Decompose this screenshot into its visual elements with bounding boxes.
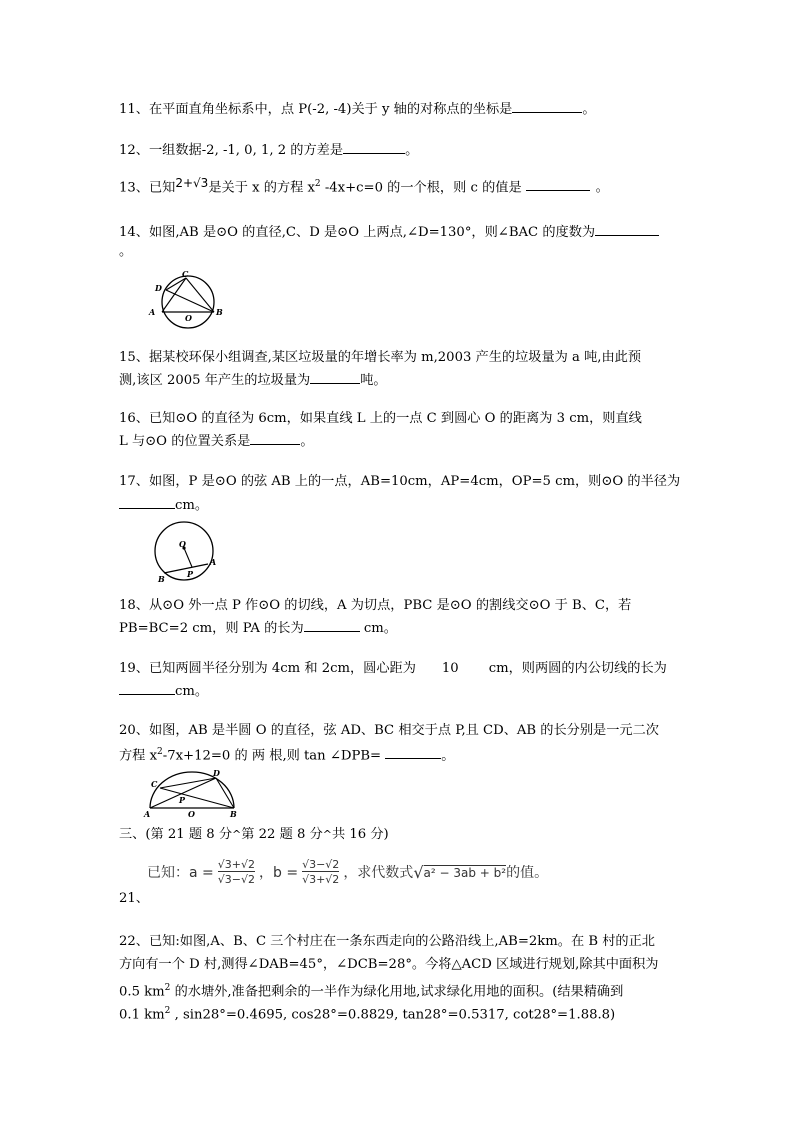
- question-19-text-2: cm，则两圆的内公切线的长为: [488, 661, 667, 676]
- question-20-end: 。: [441, 748, 455, 764]
- fraction-b-numerator: √3−√2: [302, 858, 340, 871]
- answer-blank: [310, 370, 360, 384]
- question-13-end: 。: [595, 180, 609, 196]
- question-11: [119, 99, 596, 119]
- caret-icon: ^: [322, 828, 332, 841]
- fraction-a-denominator: √3−√2: [217, 873, 255, 886]
- question-22-text-3a: 0.5 km: [119, 984, 165, 1000]
- question-20-text: 20、如图，AB 是半圆 O 的直径，弦 AD、BC 相交于点 P,且 CD、AB 的长分别是一元二次: [119, 723, 659, 738]
- answer-blank: [385, 745, 441, 759]
- question-22-text-4a: 0.1 km: [119, 1007, 165, 1023]
- question-22-text-1: 22、已知:如图,A、B、C 三个村庄在一条东西走向的公路沿线上,AB=2km。在 B 村的正北: [119, 934, 655, 949]
- label-c: C: [151, 779, 158, 789]
- question-16-text: 16、已知⊙O 的直径为 6cm，如果直线 L 上的一点 C 到圆心 O 的距离为 3 cm，则直线: [119, 411, 642, 426]
- exponent: 2: [164, 1006, 171, 1016]
- question-19-line-1: [119, 660, 667, 678]
- question-16-end: 。: [300, 434, 314, 449]
- question-22-line-1: [119, 933, 655, 951]
- root-expression: 2+√3: [175, 176, 209, 191]
- question-15-text: 15、据某校环保小组调查,某区垃圾量的年增长率为 m,2003 产生的垃圾量为 a 吨,由此预: [119, 350, 642, 365]
- section-3-mid: 第 22 题 8 分: [241, 827, 323, 842]
- figure-q14-circle: [146, 268, 226, 334]
- fraction-b-denominator: √3+√2: [302, 873, 340, 886]
- exponent: 2: [314, 179, 321, 189]
- chord-cd: [160, 778, 216, 788]
- question-22-text-2: 方向有一个 D 村,测得∠DAB=45°，∠DCB=28°。今将△ACD 区域进行规划,除其中面积为: [119, 957, 659, 972]
- question-13-mid: 是关于 x 的方程 x: [208, 180, 315, 196]
- question-15-text-2: 测,该区 2005 年产生的垃圾量为: [119, 373, 311, 388]
- fraction-b: [302, 858, 339, 886]
- question-16-line-1: [119, 410, 642, 428]
- radicand-expression: a² − 3ab + b²: [423, 865, 507, 880]
- question-22-line-4: [119, 1002, 615, 1024]
- question-16-text-2: L 与⊙O 的位置关系是: [119, 434, 251, 449]
- label-b: B: [158, 574, 165, 584]
- question-14-line-2: [119, 243, 132, 261]
- question-22-text-4b: , sin28°=0.4695, cos28°=0.8829, tan28°=0.5317, cot28°=1.88.8): [170, 1007, 616, 1023]
- label-o: O: [188, 809, 195, 818]
- answer-blank: [512, 99, 582, 113]
- question-14-end: 。: [119, 244, 133, 259]
- answer-blank: [526, 177, 590, 191]
- question-19-end: cm。: [175, 684, 209, 699]
- question-15-end: 吨。: [360, 373, 387, 388]
- sqrt-icon: √: [413, 862, 424, 882]
- label-a: A: [210, 557, 217, 567]
- question-21-label: 21、: [119, 891, 149, 906]
- caret-icon: ^: [232, 828, 242, 841]
- question-17-line-2: [119, 495, 208, 515]
- question-20-line-2: [119, 743, 454, 765]
- b-label: ，b =: [259, 865, 299, 881]
- label-p: P: [179, 795, 186, 805]
- question-20-line-1: [119, 722, 659, 740]
- question-20-text-3: -7x+12=0 的 两 根,则 tan ∠DPB=: [162, 748, 386, 764]
- chord-cb: [186, 278, 214, 312]
- question-20-text-2: 方程 x: [119, 748, 158, 764]
- question-18-text: 18、从⊙O 外一点 P 作⊙O 的切线，A 为切点，PBC 是⊙O 的割线交⊙O 于 B、C，若: [119, 598, 632, 613]
- question-18-line-2: [119, 618, 397, 638]
- question-17-end: cm。: [175, 498, 209, 513]
- label-o: O: [179, 539, 186, 549]
- chord-db: [166, 290, 214, 312]
- question-13-pre: 13、已知: [119, 180, 176, 196]
- fraction-a: [218, 858, 255, 886]
- fraction-a-numerator: √3+√2: [217, 858, 255, 871]
- question-21-expression: [147, 850, 548, 894]
- question-19-line-2: [119, 681, 208, 701]
- question-14-text: 14、如图,AB 是⊙O 的直径,C、D 是⊙O 上两点,∠D=130°，则∠BAC 的度数为: [119, 225, 596, 240]
- tail-text: 的值。: [506, 865, 549, 881]
- label-p: P: [187, 569, 194, 579]
- question-17-line-1: [119, 473, 680, 491]
- segment-op: [184, 548, 192, 567]
- label-d: D: [155, 283, 162, 293]
- question-17-text: 17、如图，P 是⊙O 的弦 AB 上的一点，AB=10cm，AP=4cm，OP=5 cm，则⊙O 的半径为: [119, 474, 681, 489]
- question-22-line-3: [119, 979, 623, 1001]
- figure-q17-circle: [150, 517, 220, 585]
- answer-blank: [119, 681, 175, 695]
- question-16-line-2: [119, 431, 314, 451]
- chord-ab: [164, 564, 208, 573]
- question-15-line-1: [119, 349, 641, 367]
- circle-o: [155, 522, 213, 580]
- question-12-text: 12、一组数据-2, -1, 0, 1, 2 的方差是: [119, 143, 344, 158]
- given-label: 已知：a =: [147, 865, 214, 881]
- question-22-line-2: [119, 956, 658, 974]
- chord-ac: [162, 278, 186, 312]
- label-a: A: [144, 809, 151, 818]
- label-o: O: [185, 313, 192, 323]
- question-14-line-1: [119, 222, 659, 242]
- exponent: 2: [164, 983, 171, 993]
- section-3-title: 三、(第 21 题 8 分: [119, 827, 233, 842]
- question-11-text: 11、在平面直角坐标系中，点 P(-2, -4)关于 y 轴的对称点的坐标是: [119, 102, 513, 117]
- label-c: C: [182, 269, 189, 279]
- question-12: [119, 140, 418, 160]
- question-13-post: -4x+c=0 的一个根，则 c 的值是: [320, 180, 522, 196]
- answer-blank: [343, 140, 405, 154]
- label-a: A: [149, 307, 156, 317]
- answer-blank: [304, 618, 360, 632]
- label-d: D: [213, 768, 220, 778]
- question-18-line-1: [119, 597, 631, 615]
- question-18-text-2: PB=BC=2 cm，则 PA 的长为: [119, 621, 304, 636]
- label-b: B: [216, 307, 223, 317]
- ask-text: ，求代数式: [343, 865, 414, 881]
- question-18-end: cm。: [359, 621, 397, 636]
- answer-blank: [119, 495, 175, 509]
- question-22-text-3b: 的水塘外,准备把剩余的一半作为绿化用地,试求绿化用地的面积。(结果精确到: [170, 984, 624, 1000]
- label-b: B: [230, 809, 237, 818]
- answer-blank: [595, 222, 659, 236]
- question-19-text: 19、已知两圆半径分别为 4cm 和 2cm，圆心距为: [119, 661, 416, 676]
- question-11-end: 。: [582, 102, 596, 117]
- section-3-heading: [119, 826, 389, 844]
- figure-q20-semicircle: [142, 766, 238, 818]
- question-12-end: 。: [405, 143, 419, 158]
- answer-blank: [250, 431, 300, 445]
- question-15-line-2: [119, 370, 387, 390]
- question-13: [119, 175, 609, 197]
- center-distance-value: 10: [441, 661, 459, 676]
- section-3-end: 共 16 分): [331, 827, 389, 842]
- question-21-number: [119, 890, 149, 908]
- exponent: 2: [157, 747, 163, 757]
